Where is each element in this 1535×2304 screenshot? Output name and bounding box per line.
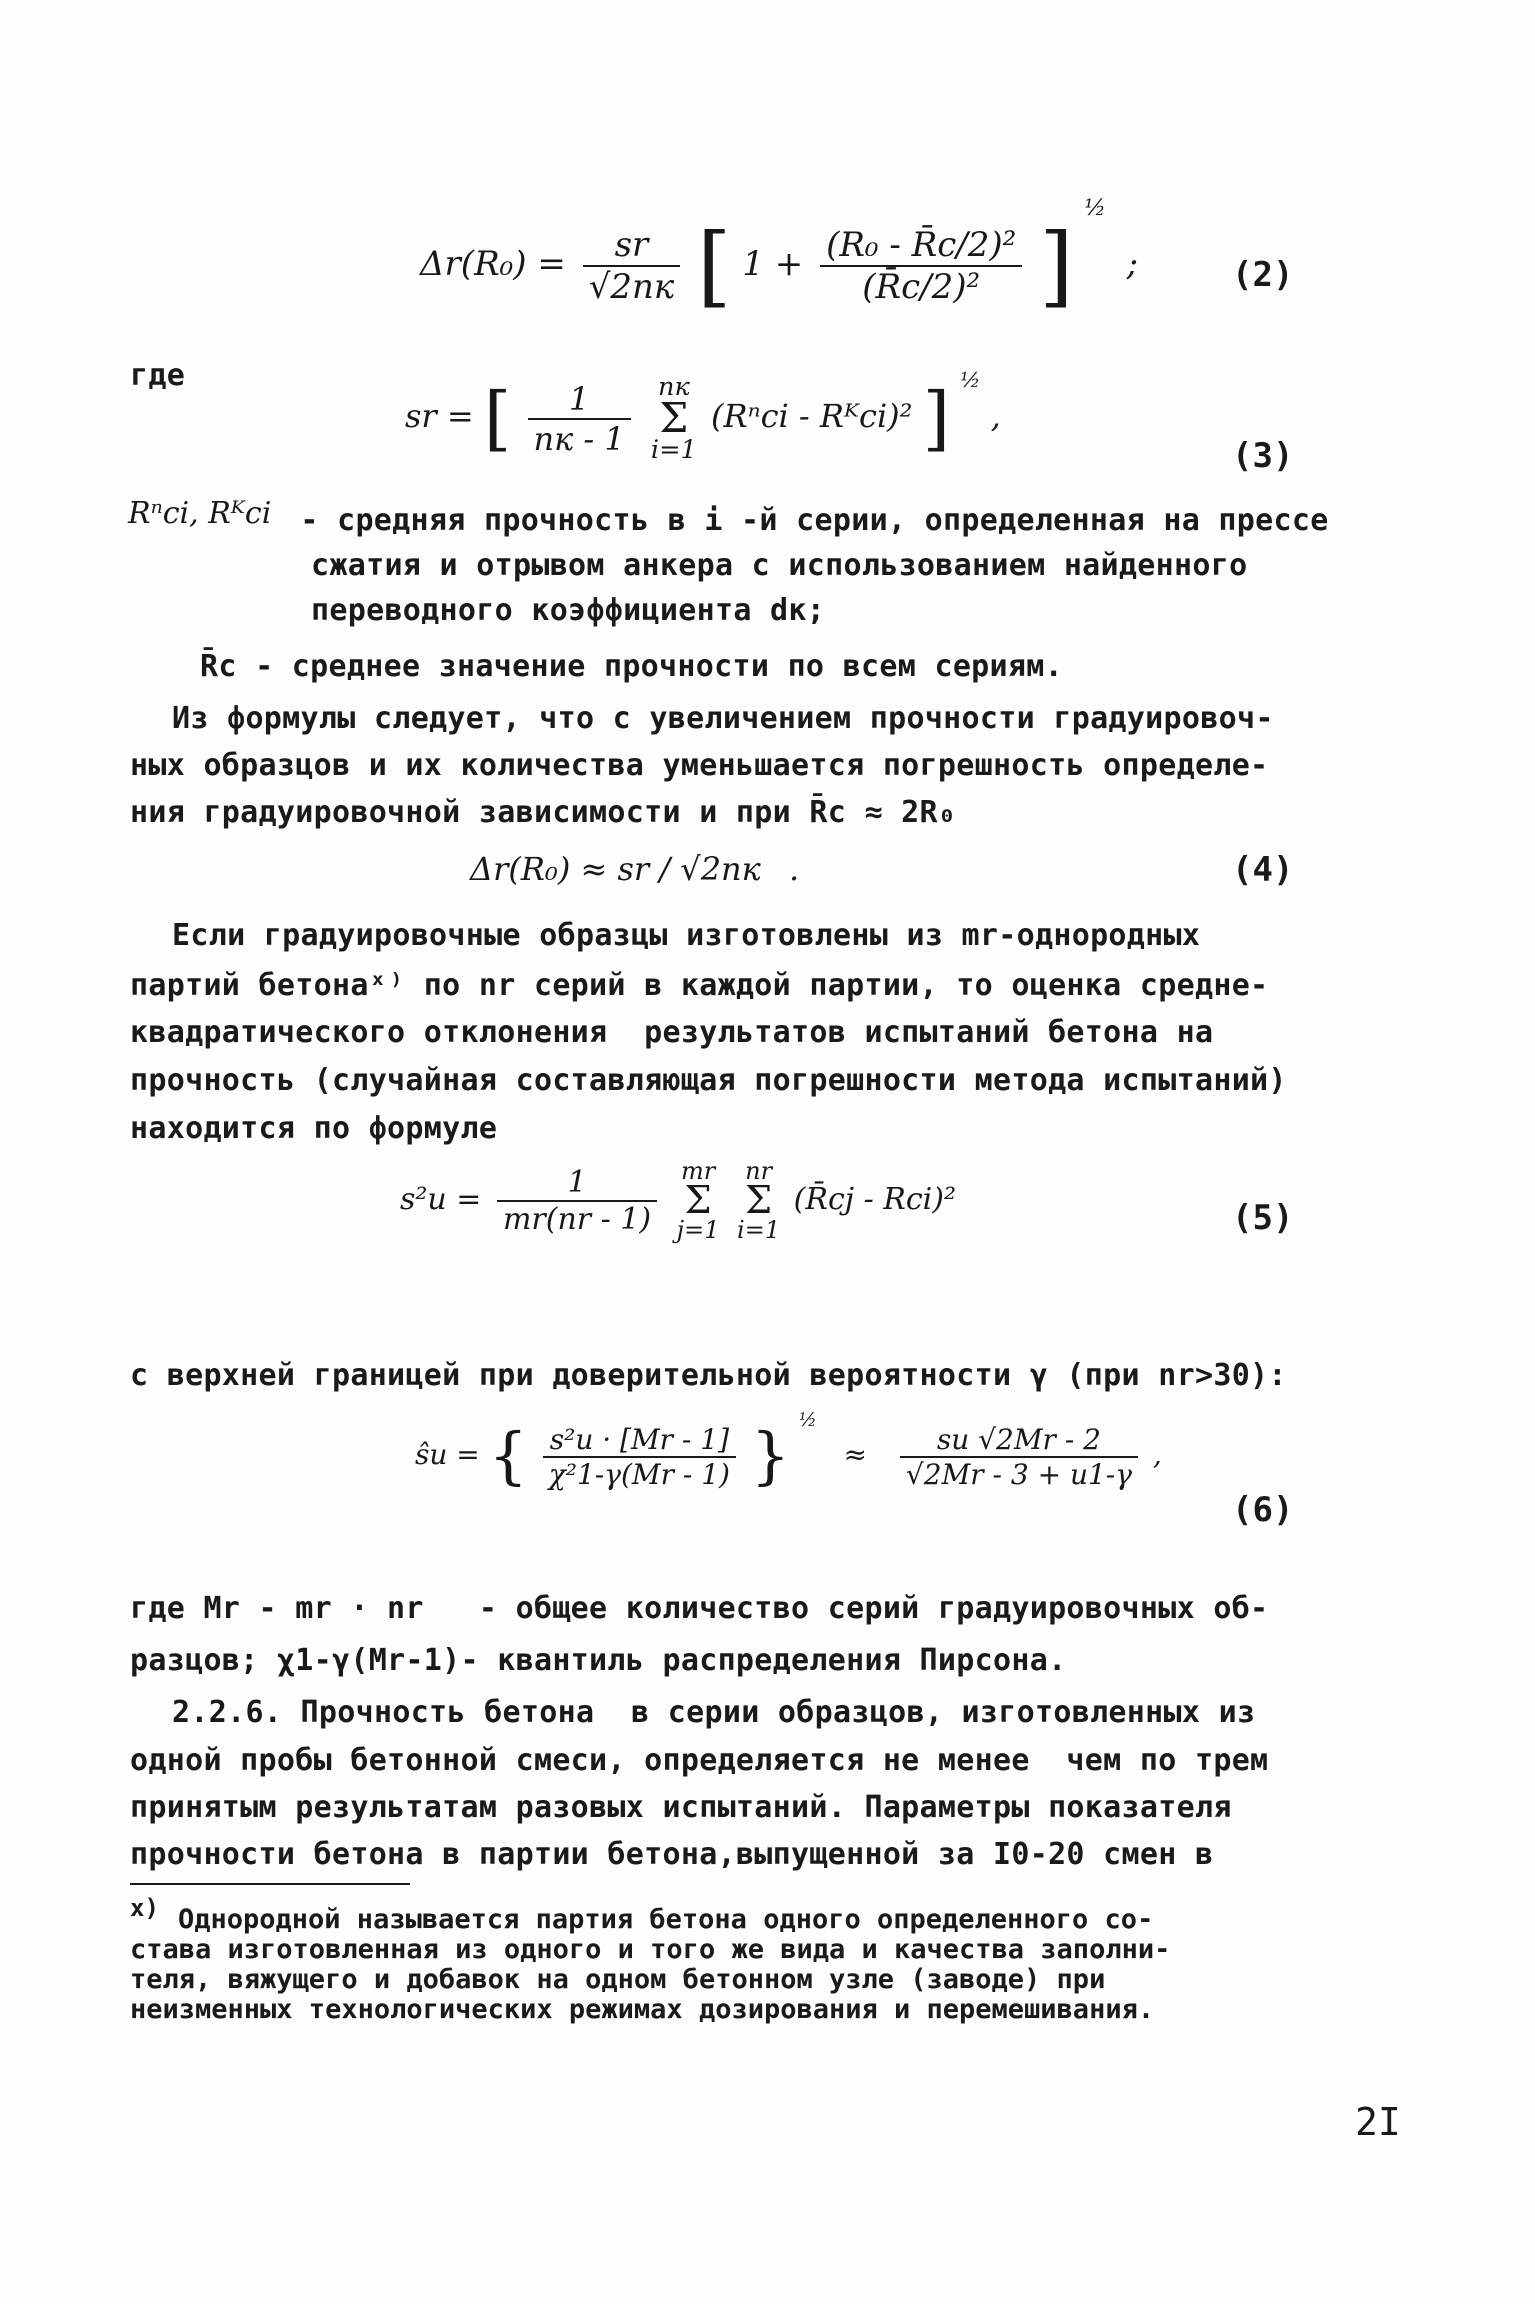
eq6-right-denominator: √2Mr - 3 + u1-γ xyxy=(905,1457,1132,1491)
eq5-sum-i xyxy=(737,1157,781,1245)
eq4-number: (4) xyxy=(1232,850,1294,890)
definition-line-2: сжатия и отрывом анкера с использованием найденного xyxy=(311,548,1248,583)
eq3-close-bracket: ] xyxy=(922,377,951,460)
eq6-right-numerator: su √2Mr - 2 xyxy=(900,1423,1138,1458)
definition-symbol: Rⁿci, Rᴷci xyxy=(128,496,272,531)
eq3-number: (3) xyxy=(1232,436,1294,476)
eq6-approx: ≈ xyxy=(843,1438,867,1471)
equation-6 xyxy=(415,1410,1162,1491)
paragraph-5-line-2: одной пробы бетонной смеси, определяется не менее чем по трем xyxy=(130,1743,1269,1778)
page-number: 2I xyxy=(1355,2100,1401,2144)
eq5-sum-j xyxy=(676,1157,720,1245)
eq3-open-bracket: [ xyxy=(483,377,512,460)
paragraph-2-line-2: партий бетонаˣ⁾ по nr серий в каждой партии, то оценка средне- xyxy=(130,968,1269,1003)
eq2-close-bracket: ] xyxy=(1039,213,1074,317)
paragraph-1-line-3: ния градуировочной зависимости и при R̄c ≈ 2R₀ xyxy=(130,795,957,830)
definition-line-4: R̄c - среднее значение прочности по всем сериям. xyxy=(200,649,1063,684)
eq2-lhs: Δr(R₀) = xyxy=(420,244,566,284)
sigma-icon: Σ xyxy=(684,1177,712,1223)
paragraph-4-line-1: где Mr - mr · nr - общее количество серий градуировочных об- xyxy=(130,1591,1269,1626)
eq6-close-brace: } xyxy=(750,1419,791,1492)
eq2-inner-one: 1 + xyxy=(742,244,804,284)
paragraph-3: с верхней границей при доверительной вероятности γ (при nr>30): xyxy=(130,1358,1287,1393)
eq4-expression: Δr(R₀) ≈ sr / √2nк xyxy=(470,850,761,888)
paragraph-5-line-1: 2.2.6. Прочность бетона в серии образцов, изготовленных из xyxy=(172,1695,1256,1730)
sigma-icon: Σ xyxy=(745,1177,773,1223)
footnote-rule xyxy=(130,1883,410,1885)
eq2-coef-denominator: √2nк xyxy=(588,267,675,307)
equation-4 xyxy=(470,850,799,888)
eq6-right-fraction xyxy=(900,1423,1138,1491)
eq6-lhs: ŝu = xyxy=(415,1438,480,1471)
where-label: где xyxy=(130,358,186,393)
eq3-fraction xyxy=(528,380,631,458)
eq3-sum-bottom: i=1 xyxy=(650,434,697,465)
footnote-marker: х) xyxy=(130,1894,159,1922)
paragraph-1-line-2: ных образцов и их количества уменьшается погрешность определе- xyxy=(130,748,1269,783)
eq6-power: ½ xyxy=(798,1410,817,1431)
eq2-coefficient-fraction xyxy=(583,225,681,307)
eq3-denominator: nк - 1 xyxy=(533,419,625,458)
definition-line-1: - средняя прочность в i -й серии, определенная на прессе xyxy=(282,503,1329,538)
eq2-open-bracket: [ xyxy=(697,213,732,317)
paragraph-2-line-5: находится по формуле xyxy=(130,1111,498,1146)
paragraph-2-line-1: Если градуировочные образцы изготовлены из mr-однородных xyxy=(172,918,1201,953)
eq6-number: (6) xyxy=(1232,1490,1294,1530)
paragraph-5-line-4: прочности бетона в партии бетона,выпущенной за I0-20 смен в xyxy=(130,1837,1214,1872)
eq6-tail: , xyxy=(1152,1438,1162,1471)
eq2-power: ½ xyxy=(1084,195,1106,221)
eq5-numerator: 1 xyxy=(497,1165,657,1202)
eq6-brace-numerator: s²u · [Mr - 1] xyxy=(543,1423,736,1458)
eq6-brace-denominator: χ²1-γ(Mr - 1) xyxy=(548,1457,730,1491)
eq5-sum1-bottom: j=1 xyxy=(676,1216,720,1245)
eq3-tail: , xyxy=(990,397,1001,435)
eq5-body: (R̄cj - Rci)² xyxy=(793,1182,956,1218)
eq5-sum1-top: mr xyxy=(680,1157,716,1185)
equation-5 xyxy=(400,1157,956,1245)
eq4-tail: . xyxy=(788,850,800,888)
eq6-brace-fraction xyxy=(543,1423,736,1491)
paragraph-5-line-3: принятым результатам разовых испытаний. Параметры показателя xyxy=(130,1790,1232,1825)
eq5-sum2-bottom: i=1 xyxy=(737,1216,781,1245)
sigma-icon: Σ xyxy=(659,394,689,443)
eq3-numerator: 1 xyxy=(528,380,631,420)
eq2-inner-denominator: (R̄c/2)² xyxy=(862,267,981,307)
eq2-coef-numerator: sr xyxy=(583,225,681,267)
eq3-lhs: sr = xyxy=(405,397,474,435)
eq3-power: ½ xyxy=(960,368,981,392)
eq2-inner-fraction xyxy=(820,225,1022,307)
eq5-fraction xyxy=(497,1165,657,1237)
paragraph-4-line-2: разцов; χ1-γ(Mr-1)- квантиль распределения Пирсона. xyxy=(130,1643,1067,1678)
footnote-line-4: неизменных технологических режимах дозирования и перемешивания. xyxy=(130,1994,1155,2025)
footnote-line-3: теля, вяжущего и добавок на одном бетонном узле (заводе) при xyxy=(130,1964,1106,1995)
equation-3 xyxy=(405,368,1001,465)
eq5-denominator: mr(nr - 1) xyxy=(502,1202,652,1238)
footnote-line-2: става изготовленная из одного и того же вида и качества заполни- xyxy=(130,1934,1171,1965)
eq2-inner-numerator: (R₀ - R̄c/2)² xyxy=(820,225,1022,267)
eq3-body: (Rⁿci - Rᴷci)² xyxy=(711,397,913,435)
definition-line-3: переводного коэффициента dк; xyxy=(311,593,826,628)
paragraph-1-line-1: Из формулы следует, что с увеличением прочности градуировоч- xyxy=(172,701,1274,736)
paragraph-2-line-3: квадратического отклонения результатов испытаний бетона на xyxy=(130,1015,1214,1050)
eq2-number: (2) xyxy=(1232,255,1294,295)
eq2-tail: ; xyxy=(1126,244,1139,284)
footnote-line-1: Однородной называется партия бетона одного определенного со- xyxy=(178,1904,1154,1935)
eq3-sum xyxy=(650,371,697,465)
eq5-number: (5) xyxy=(1232,1198,1294,1238)
paragraph-2-line-4: прочность (случайная составляющая погрешности метода испытаний) xyxy=(130,1063,1287,1098)
eq3-sum-top: nк xyxy=(657,371,690,402)
eq6-open-brace: { xyxy=(488,1419,528,1492)
equation-2 xyxy=(420,195,1139,317)
eq5-sum2-top: nr xyxy=(745,1157,773,1185)
eq5-lhs: s²u = xyxy=(400,1182,482,1218)
